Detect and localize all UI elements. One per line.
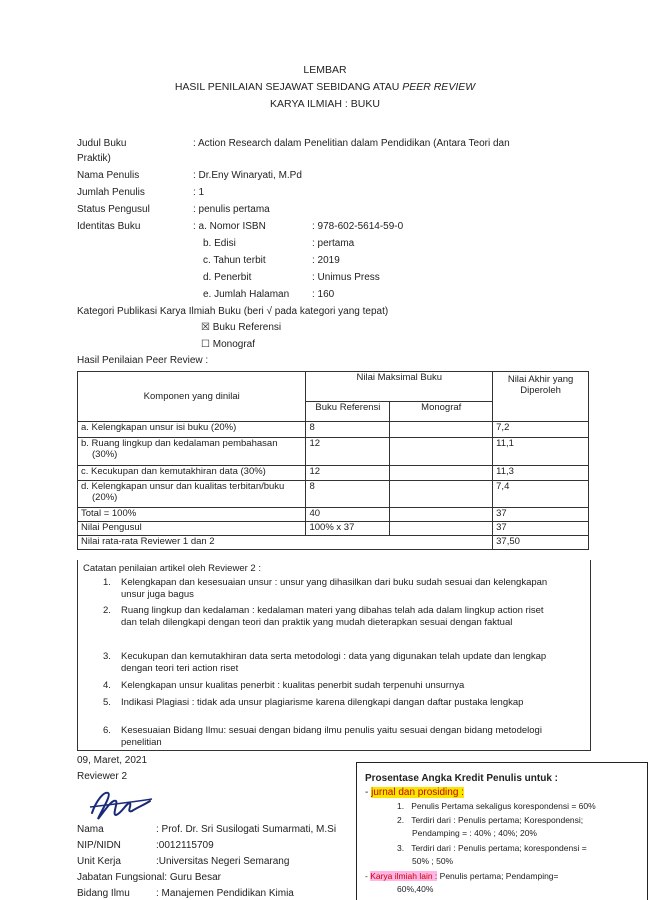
catatan-item: Indikasi Plagiasi : tidak ada unsur plagiarisme karena dilengkapi dangan daftar pustaka lengkap: [121, 697, 524, 708]
catatan-item: Kecukupan dan kemutakhiran data serta metodologi : data yang digunakan telah update dan lengkap dengan teori teri action riset: [121, 651, 547, 674]
header-buku-referensi: Buku Referensi: [306, 402, 390, 422]
nama-penulis-label: Nama Penulis: [77, 170, 140, 181]
kredit-title: Prosentase Angka Kredit Penulis untuk :: [365, 773, 559, 784]
kredit-j3: 3. Terdiri dari : Penulis pertama; korespondensi =: [397, 843, 587, 853]
reviewer-label: Reviewer 2: [77, 771, 128, 782]
penerbit-label: d. Penerbit: [203, 272, 252, 283]
status-pengusul-label: Status Pengusul: [77, 204, 150, 215]
identitas-buku-label: Identitas Buku: [77, 221, 141, 232]
catatan-number: 2.: [103, 605, 111, 616]
table-rata-row: [78, 536, 589, 550]
catatan-title: Catatan penilaian artikel oleh Reviewer 2 :: [83, 563, 261, 574]
kategori-option-monograf: [201, 339, 255, 351]
kredit-j2a-text: Terdiri dari : Penulis pertama; Korespondensi;: [411, 815, 584, 825]
table-cell-akhir: 7,4: [493, 481, 589, 508]
table-cell-komponen: b. Ruang lingkup dan kedalaman pembahasan (30%): [78, 438, 306, 466]
table-cell-komponen: d. Kelengkapan unsur dan kualitas terbitan/buku (20%): [78, 481, 306, 508]
header-title-main: [0, 81, 650, 94]
sign-unit-value: :Universitas Negeri Semarang: [156, 856, 290, 867]
table-cell-mono: [390, 466, 493, 481]
table-cell-akhir: 11,1: [493, 438, 589, 466]
header-komponen: Komponen yang dinilai: [78, 372, 306, 422]
total-ref: 40: [306, 508, 390, 522]
table-cell-komponen: a. Kelengkapan unsur isi buku (20%): [78, 422, 306, 438]
kredit-karya-highlight: Karya ilmiah lain :: [370, 871, 438, 881]
table-cell-ref: 12: [306, 438, 390, 466]
table-total-row: [78, 508, 589, 522]
nama-penulis-value: : Dr.Eny Winaryati, M.Pd: [193, 170, 302, 181]
table-cell-akhir: 11,3: [493, 466, 589, 481]
edisi-label: b. Edisi: [203, 238, 236, 249]
sign-nip-value: :0012115709: [156, 840, 214, 851]
isbn-value: : 978-602-5614-59-0: [312, 221, 404, 232]
penerbit-value: : Unimus Press: [312, 272, 380, 283]
kredit-j2: 2. Terdiri dari : Penulis pertama; Korespondensi;: [397, 815, 584, 825]
sign-bidang-value: : Manajemen Pendidikan Kimia: [156, 888, 294, 899]
kredit-j1-text: Penulis Pertama sekaligus korespondensi = 60%: [411, 801, 596, 811]
kredit-jurnal: - jurnal dan prosiding :: [365, 787, 464, 798]
isbn-label: : a. Nomor ISBN: [193, 221, 266, 232]
date: 09, Maret, 2021: [77, 755, 148, 766]
kategori-option-buku-referensi: [201, 322, 281, 334]
kredit-j2b-text: Pendamping = : 40% ; 40%; 20%: [412, 828, 537, 838]
table-cell-akhir: 7,2: [493, 422, 589, 438]
catatan-number: 5.: [103, 697, 111, 708]
catatan-number: 4.: [103, 680, 111, 691]
total-label: Total = 100%: [78, 508, 306, 522]
rata-label: Nilai rata-rata Reviewer 1 dan 2: [78, 536, 493, 550]
catatan-item: Kelengkapan unsur kualitas penerbit : kualitas penerbit sudah terpenuhi unsurnya: [121, 680, 465, 691]
kredit-karya: - Karya ilmiah lain : Penulis pertama; Pendamping=: [365, 871, 559, 881]
judul-value-cont: Praktik): [77, 153, 111, 164]
sign-jabatan: Jabatan Fungsional: Guru Besar: [77, 872, 221, 883]
sign-nama-label: Nama: [77, 824, 104, 835]
halaman-value: : 160: [312, 289, 335, 300]
catatan-item: Ruang lingkup dan kedalaman : kedalaman materi yang dibahas telah ada dalam lingkup action riset dan telah dilengkapi dengan teori dan praktik yang mudah dieterapkan sesuai dengan faktual: [121, 605, 544, 628]
header-nilai-maksimal: Nilai Maksimal Buku: [306, 372, 493, 402]
header-title-italic: PEER REVIEW: [402, 81, 476, 93]
catatan-number: 1.: [103, 577, 111, 588]
header-nilai-akhir: Nilai Akhir yang Diperoleh: [493, 372, 589, 422]
header-monograf: Monograf: [390, 402, 493, 422]
table-cell-komponen: c. Kecukupan dan kemutakhiran data (30%): [78, 466, 306, 481]
kredit-karya-rest: Penulis pertama; Pendamping=: [437, 871, 559, 881]
pengusul-mono: [390, 522, 493, 536]
table-pengusul-row: [78, 522, 589, 536]
catatan-number: 6.: [103, 725, 111, 736]
tahun-value: : 2019: [312, 255, 340, 266]
kredit-box: [356, 762, 648, 900]
table-row: [78, 422, 589, 438]
pengusul-akhir: 37: [493, 522, 589, 536]
edisi-value: : pertama: [312, 238, 355, 249]
total-akhir: 37: [493, 508, 589, 522]
sign-unit-label: Unit Kerja: [77, 856, 121, 867]
table-header-row: [78, 372, 589, 402]
header-title-lembar: LEMBAR: [303, 64, 347, 76]
penilaian-table: [77, 371, 589, 550]
jumlah-penulis-label: Jumlah Penulis: [77, 187, 145, 198]
header-title-sub: KARYA ILMIAH : BUKU: [270, 98, 380, 110]
kategori-option-2-label: Monograf: [212, 339, 255, 350]
table-cell-mono: [390, 422, 493, 438]
table-cell-mono: [390, 438, 493, 466]
jumlah-penulis-value: : 1: [193, 187, 205, 198]
catatan-item: Kelengkapan dan kesesuaian unsur : unsur yang dihasilkan dari buku sudah sesuai dan kelengkapan unsur juga bagus: [121, 577, 548, 600]
catatan-item: Kesesuaian Bidang Ilmu: sesuai dengan bidang ilmu penulis yaitu sesuai dengan bidang metodelogi penelitian: [121, 725, 542, 748]
sign-nama-value: : Prof. Dr. Sri Susilogati Sumarmati, M.Si: [156, 824, 337, 835]
kredit-jurnal-highlight: jurnal dan prosiding :: [371, 787, 464, 798]
tahun-label: c. Tahun terbit: [203, 255, 266, 266]
table-cell-ref: 8: [306, 481, 390, 508]
sign-nip-label: NIP/NIDN: [77, 840, 121, 851]
pengusul-ref: 100% x 37: [306, 522, 390, 536]
kredit-j1: 1. Penulis Pertama sekaligus korespondensi = 60%: [397, 801, 596, 811]
judul-value: : Action Research dalam Penelitian dalam Pendidikan (Antara Teori dan: [193, 138, 510, 149]
catatan-box: [77, 560, 591, 751]
table-cell-ref: 12: [306, 466, 390, 481]
kategori-option-1-label: Buku Referensi: [212, 322, 282, 333]
kredit-j3a-text: Terdiri dari : Penulis pertama; korespondensi =: [411, 843, 587, 853]
judul-label: Judul Buku: [77, 138, 127, 149]
pengusul-label: Nilai Pengusul: [78, 522, 306, 536]
kategori-label: Kategori Publikasi Karya Ilmiah Buku (beri √ pada kategori yang tepat): [77, 306, 389, 317]
table-cell-ref: 8: [306, 422, 390, 438]
hasil-penilaian-label: Hasil Penilaian Peer Review :: [77, 355, 209, 366]
sign-bidang-label: Bidang Ilmu: [77, 888, 130, 899]
signature-image: [86, 787, 156, 823]
table-row: [78, 438, 589, 466]
catatan-number: 3.: [103, 651, 111, 662]
table-row: [78, 466, 589, 481]
table-row: [78, 481, 589, 508]
header-title-normal: HASIL PENILAIAN SEJAWAT SEBIDANG ATAU: [174, 81, 403, 93]
kredit-karya-b: 60%,40%: [397, 884, 434, 894]
checkbox-checked-icon: ☒: [201, 322, 210, 333]
rata-akhir: 37,50: [493, 536, 589, 550]
kredit-j3b-text: 50% ; 50%: [412, 856, 454, 866]
status-pengusul-value: : penulis pertama: [193, 204, 270, 215]
halaman-label: e. Jumlah Halaman: [203, 289, 290, 300]
total-mono: [390, 508, 493, 522]
table-cell-mono: [390, 481, 493, 508]
checkbox-empty-icon: ☐: [201, 339, 210, 350]
